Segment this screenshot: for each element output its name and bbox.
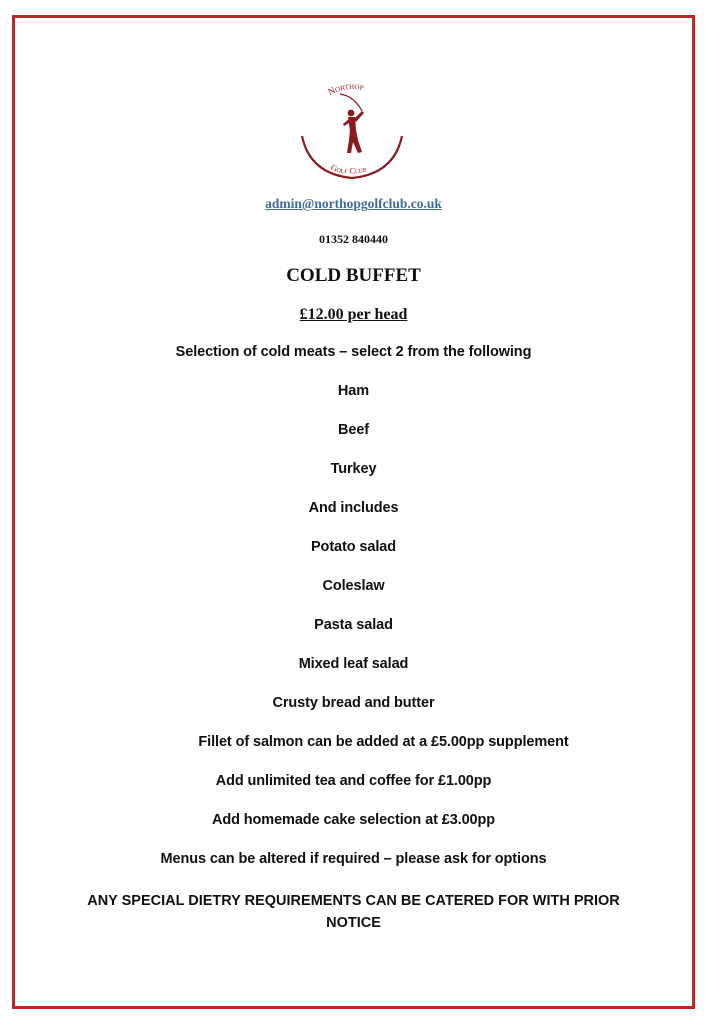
menu-line-cake: Add homemade cake selection at £3.00pp xyxy=(211,812,496,828)
menu-line-salmon: Fillet of salmon can be added at a £5.00pp supplement xyxy=(198,734,569,750)
menu-line-coleslaw: Coleslaw xyxy=(322,578,385,594)
menu-line-pasta-salad: Pasta salad xyxy=(314,617,393,633)
menu-line-bread: Crusty bread and butter xyxy=(272,695,435,711)
menu-line-potato-salad: Potato salad xyxy=(310,539,396,555)
email-link[interactable]: admin@northopgolfclub.co.uk xyxy=(265,196,442,211)
menu-line-turkey: Turkey xyxy=(330,461,377,477)
dietary-notice: ANY SPECIAL DIETRY REQUIREMENTS CAN BE CATERED FOR WITH PRIOR NOTICE xyxy=(87,893,620,931)
logo-top-text: Northop xyxy=(326,81,365,99)
menu-line-altered: Menus can be altered if required – please ask for options xyxy=(160,851,547,867)
menu-line-includes: And includes xyxy=(308,500,399,516)
menu-line-tea-coffee: Add unlimited tea and coffee for £1.00pp xyxy=(215,773,492,789)
golf-club-logo xyxy=(296,78,408,186)
logo-bottom-text: Golf Club xyxy=(329,162,368,176)
golfer-icon xyxy=(343,110,364,153)
menu-title: COLD BUFFET xyxy=(286,265,421,286)
menu-line-mixed-leaf: Mixed leaf salad xyxy=(298,656,409,672)
menu-line-meats: Selection of cold meats – select 2 from the following xyxy=(175,344,532,360)
menu-line-ham: Ham xyxy=(337,383,370,399)
menu-price: £12.00 per head xyxy=(299,306,408,323)
menu-line-beef: Beef xyxy=(337,422,370,438)
phone-number: 01352 840440 xyxy=(319,232,388,246)
